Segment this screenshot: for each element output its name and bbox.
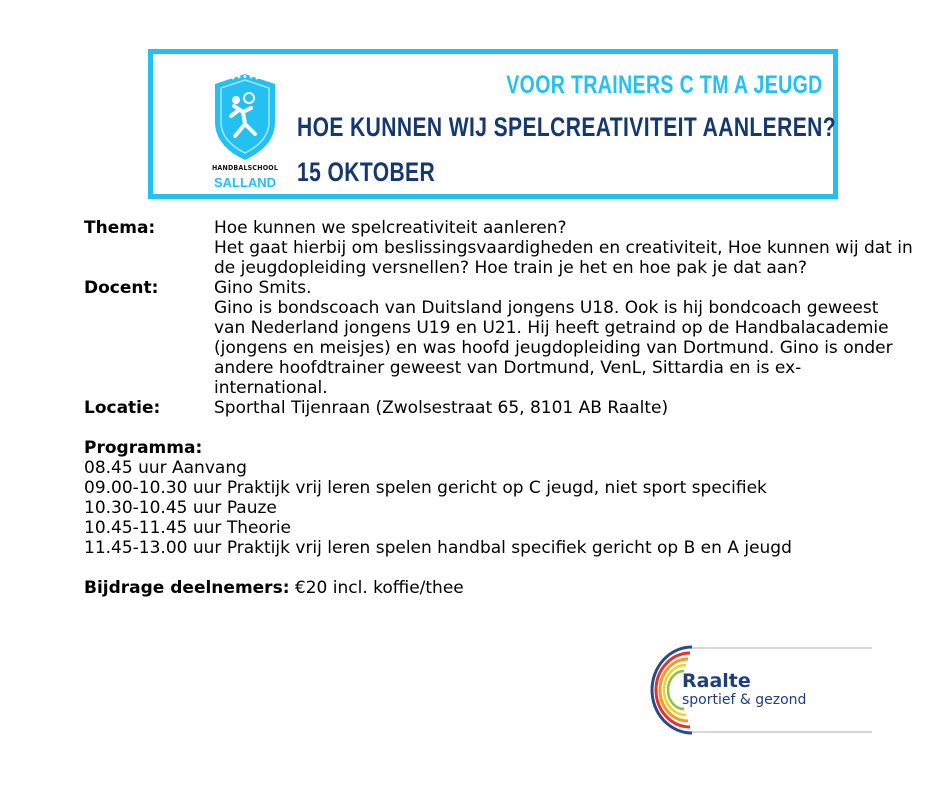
bijdrage-line [84,578,914,598]
logo-text-handbalschool: HANDBALSCHOOL [211,164,279,172]
banner-date: 15 OKTOBER [297,157,436,187]
programma-title: Programma: [84,438,203,458]
programma-item: 08.45 uur Aanvang [84,458,247,478]
detail-text: Hoe kunnen we spelcreativiteit aanleren? [214,218,567,238]
raalte-logo [650,645,875,735]
raalte-name: Raalte [682,670,751,692]
programma-item: 11.45-13.00 uur Praktijk vrij leren spelen handbal specifiek gericht op B en A jeugd [84,538,792,558]
detail-text: Gino is bondscoach van Duitsland jongens U18. Ook is hij bondcoach geweest van Nederland jongens U19 en U21. Hij heeft getraind op de Handbalacademie (jongens en meisjes) en was hoofd jeugdopleiding van Dortmund. Gino is onder andere hoofdtrainer geweest van Dortmund, VenL, Sittardia en is ex-international. [214,298,893,398]
detail-label: Thema: [84,218,156,238]
handball-player-icon [209,70,281,164]
bijdrage-label: Bijdrage deelnemers: [84,578,290,598]
detail-row-thema [84,218,914,278]
detail-text: Het gaat hierbij om beslissingsvaardigheden en creativiteit, Hoe kunnen wij dat in de jeugdopleiding versnellen? Hoe train je het en hoe pak je dat aan? [214,238,913,278]
bijdrage-value: €20 incl. koffie/thee [289,578,464,598]
handbalschool-salland-logo [209,70,281,192]
detail-row-docent [84,278,914,398]
logo-text-salland: SALLAND [213,175,277,190]
programma-item: 10.30-10.45 uur Pauze [84,498,277,518]
event-banner [148,49,838,199]
banner-audience: VOOR TRAINERS C TM A JEUGD [506,71,823,99]
programma-list [84,458,914,558]
detail-text: Sporthal Tijenraan (Zwolsestraat 65, 8101 AB Raalte) [214,398,669,418]
programma-item: 10.45-11.45 uur Theorie [84,518,292,538]
detail-label: Locatie: [84,398,161,418]
detail-row-locatie [84,398,914,418]
detail-label: Docent: [84,278,159,298]
banner-title: HOE KUNNEN WIJ SPELCREATIVITEIT AANLEREN? [297,112,837,142]
detail-text: Gino Smits. [214,278,312,298]
document-body [84,218,914,598]
programma-item: 09.00-10.30 uur Praktijk vrij leren spelen gericht op C jeugd, niet sport specifiek [84,478,767,498]
raalte-tagline: sportief & gezond [682,692,807,708]
